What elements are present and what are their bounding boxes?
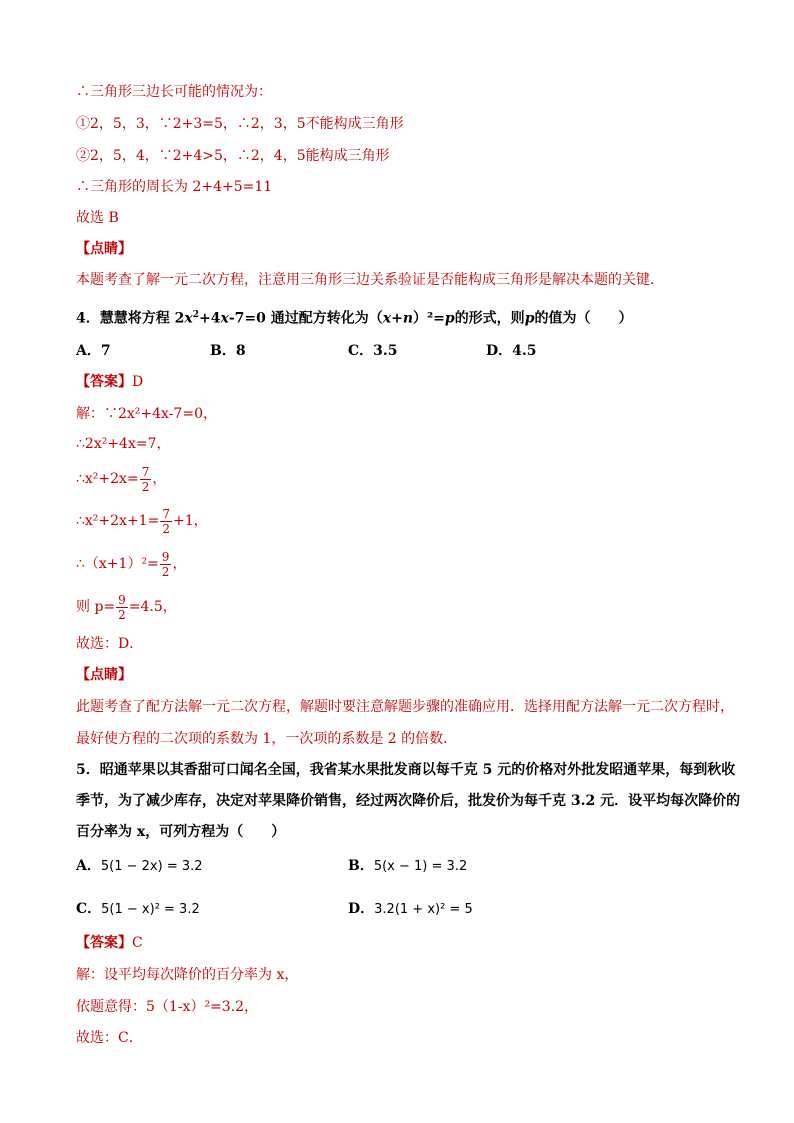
q4-text-e: 的形式，则 (454, 310, 525, 327)
q5-option-a: A．5(1 − 2x) = 3.2 (76, 858, 203, 874)
q5-option-c: C．5(1 − x)² = 3.2 (76, 901, 200, 917)
q4-sup: 2 (192, 310, 199, 320)
q4-var-x: x (184, 310, 193, 327)
q4-text-b: +4 (199, 310, 221, 327)
q5-option-b: B．5(x − 1) = 3.2 (348, 858, 468, 874)
q4-choose: 故选：D． (76, 636, 144, 652)
q4-sol-5: ∴（x+1）²= $\frac{9}{2}$ ， (76, 549, 187, 579)
prev-line-5: 故选 B (76, 210, 119, 226)
q5-answer-heading: 【答案】 (76, 935, 132, 951)
q4-comment-heading: 【点睛】 (76, 667, 132, 683)
q5-stem-1 (76, 760, 735, 780)
prev-comment: 本题考查了解一元二次方程，注意用三角形三边关系验证是否能构成三角形是解决本题的关键． (76, 272, 664, 288)
prev-line-3: ②2，5，4，∵2+4>5，∴2，4，5能构成三角形 (76, 148, 390, 164)
q4-number: 4． (76, 310, 100, 327)
q4-var-p: p (444, 310, 455, 327)
q5-stem-2: 季节，为了减少库存，决定对苹果降价销售，经过两次降价后，批发价为每千克 3.2 元．设平均每次降价的 (76, 793, 741, 809)
q4-stem (76, 305, 632, 329)
q4-comment-2: 最好使方程的二次项的系数为 1，一次项的系数是 2 的倍数． (76, 731, 458, 747)
prev-line-2: ①2，5，3，∵2+3=5，∴2，3，5不能构成三角形 (76, 116, 404, 132)
q4-eq-sym: ²= (427, 310, 445, 327)
q4-text-c: -7=0 通过配方转化为（ (228, 310, 383, 327)
q4-option-a: A．7 (76, 343, 111, 359)
q4-sol-2: ∴2x²+4x=7， (76, 436, 171, 452)
q4-text-d: ） (413, 310, 428, 327)
q4-sol-3: ∴x²+2x= $\frac{7}{2}$ ， (76, 464, 167, 494)
q5-sol-2: 依题意得：5（1-x）²=3.2， (76, 999, 259, 1015)
q5-option-d: D．3.2(1 + x)² = 5 (348, 901, 473, 917)
q4-sol-6: 则 p= $\frac{9}{2}$ =4.5， (76, 592, 177, 622)
q5-sol-1: 解：设平均每次降价的百分率为 x， (76, 967, 299, 983)
q4-sol-4: ∴x²+2x+1= $\frac{7}{2}$ +1， (76, 506, 208, 536)
q4-var-xn: x+n (382, 310, 414, 327)
q4-var-p2: p (524, 310, 535, 327)
q4-answer-heading: 【答案】 (76, 374, 132, 390)
q4-text-f: 的值为（ ） (534, 310, 633, 327)
prev-line-1: ∴三角形三边长可能的情况为： (76, 84, 272, 100)
q4-comment-1: 此题考查了配方法解一元二次方程，解题时要注意解题步骤的准确应用．选择用配方法解一元二次方程时， (76, 699, 734, 715)
prev-line-4: ∴三角形的周长为 2+4+5=11 (76, 179, 273, 195)
q4-option-c: C．3.5 (348, 343, 398, 359)
q5-sol-3: 故选：C． (76, 1030, 143, 1046)
q5-line-1: 昭通苹果以其香甜可口闻名全国，我省某水果批发商以每千克 5 元的价格对外批发昭通苹果，每到秋收 (99, 762, 736, 778)
q4-answer-line (76, 372, 143, 392)
q4-option-b: B．8 (210, 343, 246, 359)
q5-stem-3: 百分率为 x，可列方程为（ ） (76, 824, 286, 840)
q4-option-d: D．4.5 (486, 343, 537, 359)
q5-answer: C (132, 935, 143, 951)
q5-number: 5． (76, 762, 100, 778)
q4-answer: D (132, 374, 144, 390)
q4-sol-1: 解：∵2x²+4x-7=0， (76, 406, 217, 422)
prev-comment-heading: 【点睛】 (76, 241, 132, 257)
q5-answer-line (76, 933, 143, 953)
q4-text-a: 慧慧将方程 2 (99, 310, 185, 327)
q4-var-x2: x (220, 310, 229, 327)
